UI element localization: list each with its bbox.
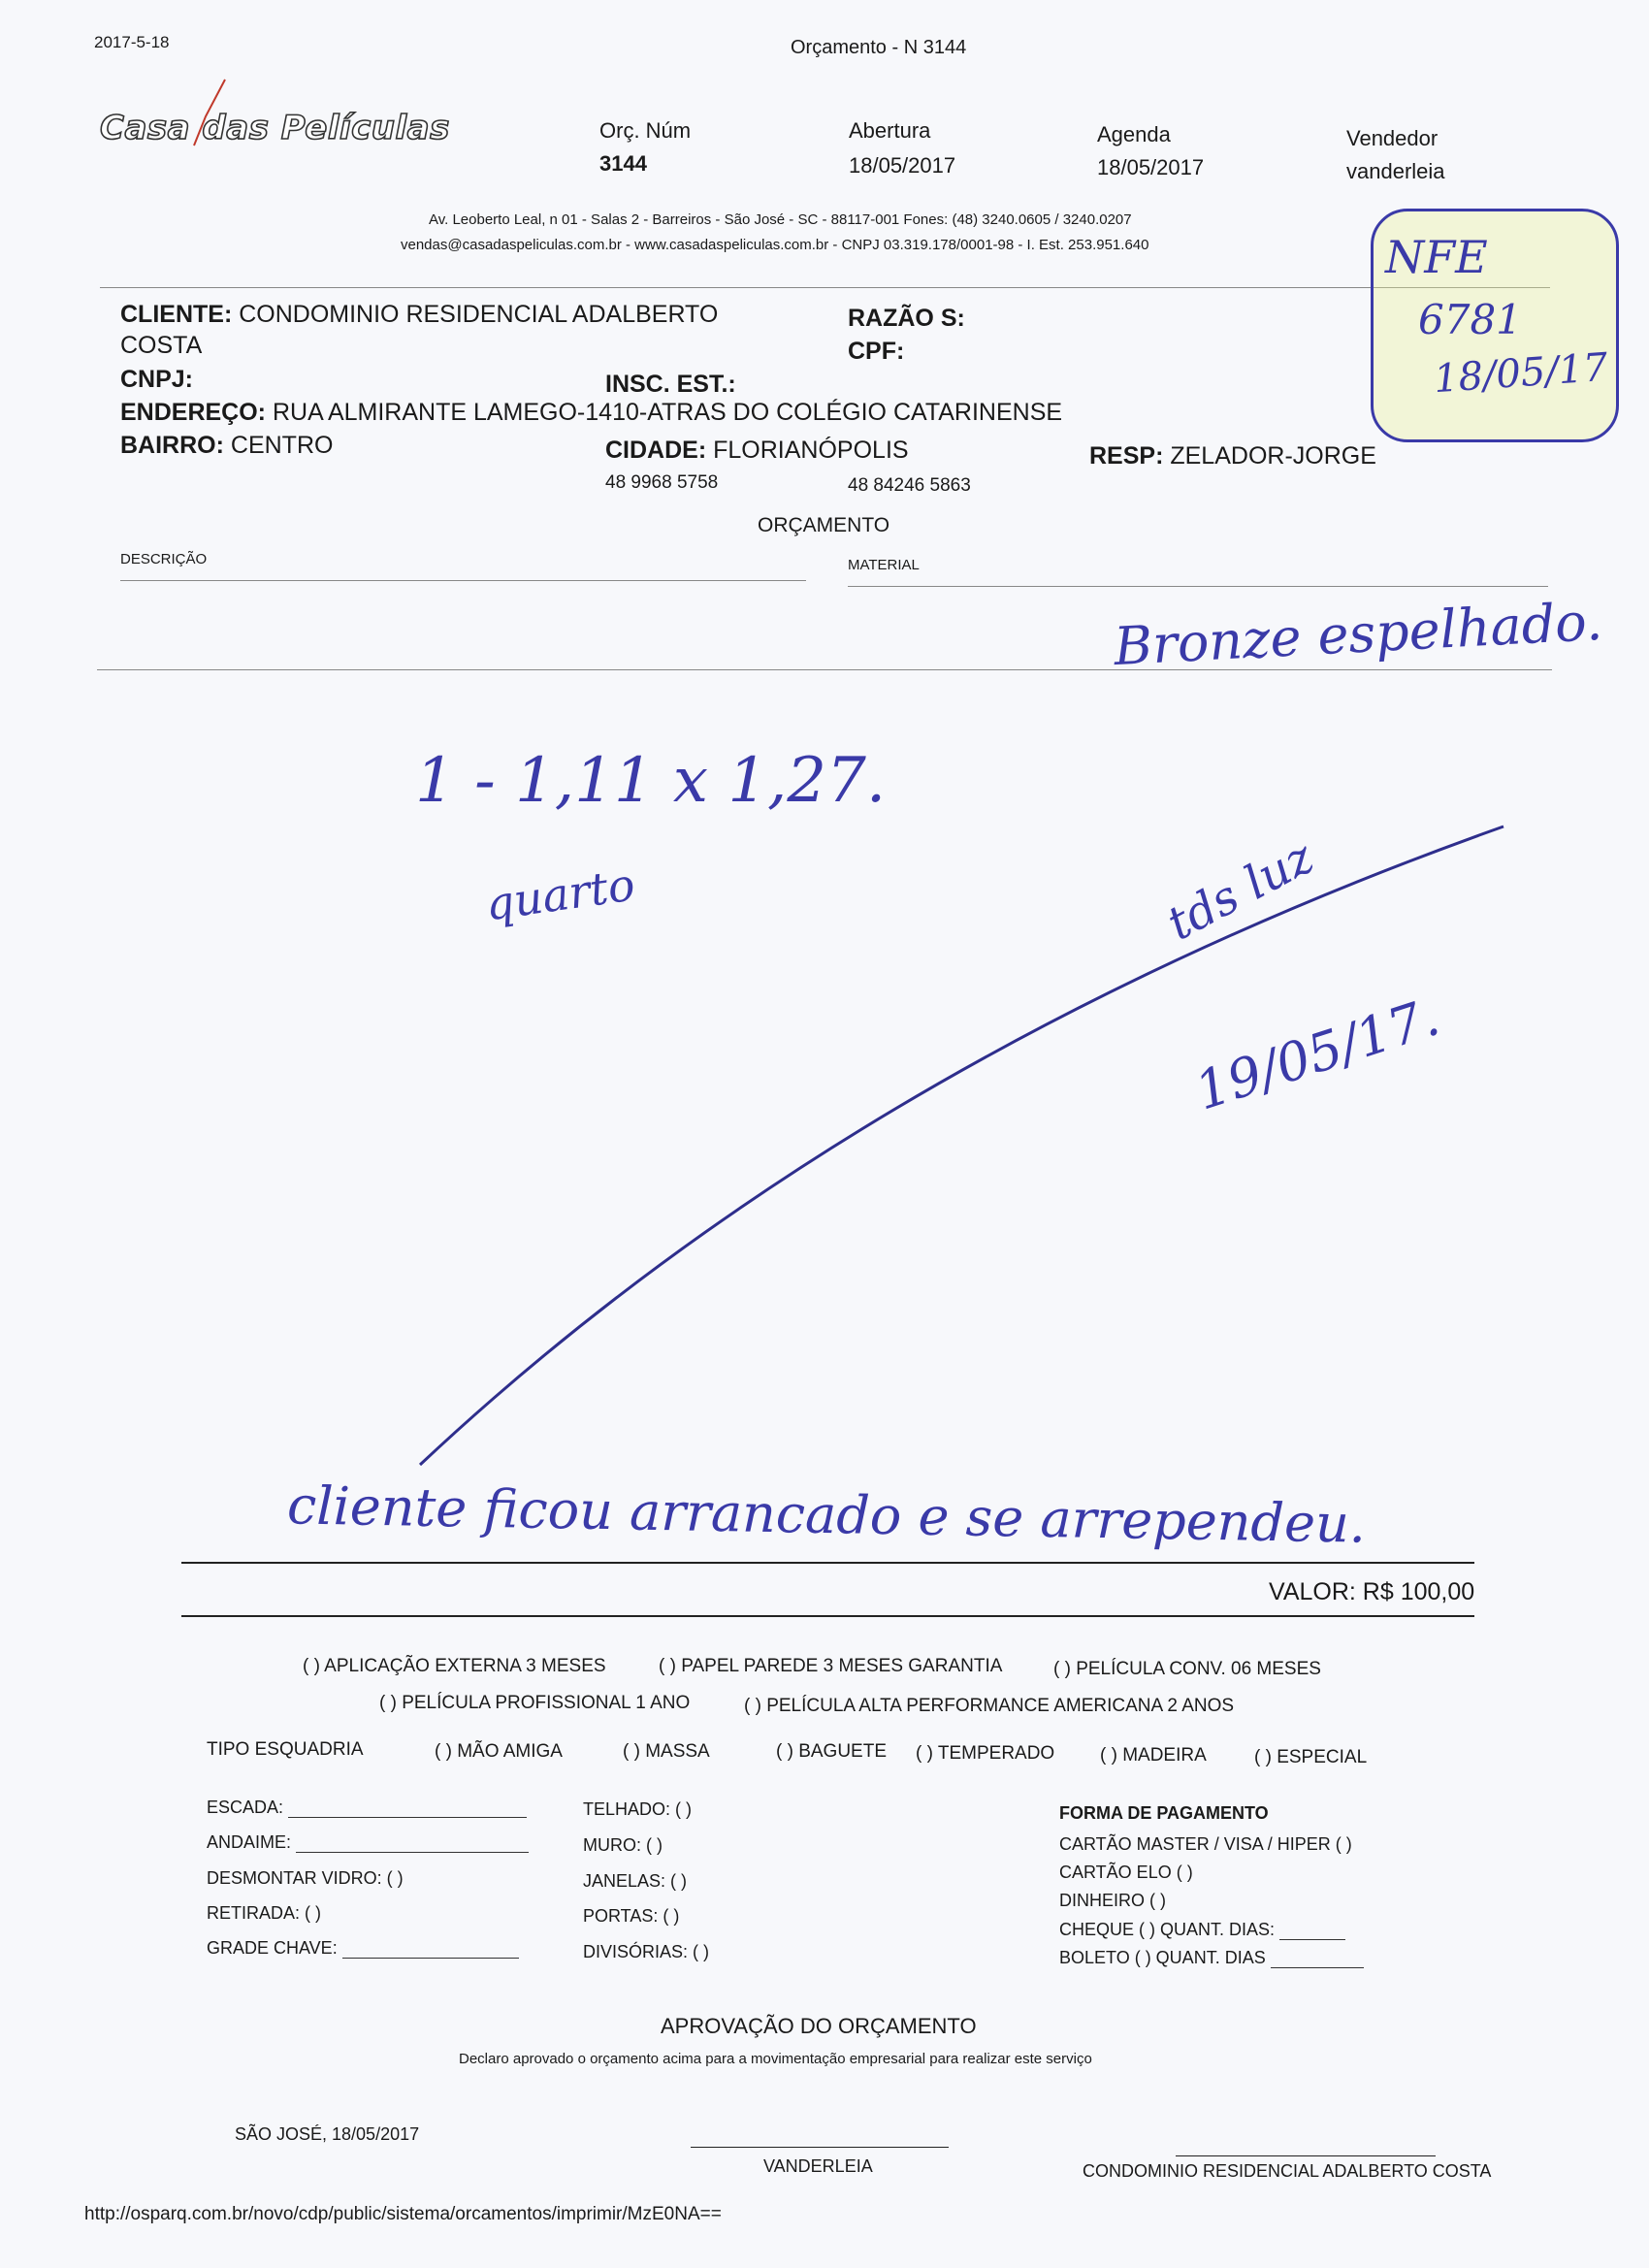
tipo-especial[interactable]: ( ) ESPECIAL — [1254, 1747, 1368, 1767]
cliente-label: CLIENTE: — [120, 301, 233, 328]
print-date: 2017-5-18 — [94, 33, 170, 51]
extra-muro[interactable]: MURO: ( ) — [583, 1835, 663, 1855]
extra-escada-blank[interactable] — [288, 1817, 527, 1818]
valor-bottom-rule — [181, 1615, 1474, 1617]
extra-grade-chave-label: GRADE CHAVE: — [207, 1938, 338, 1958]
razao-label: RAZÃO S: — [848, 305, 965, 332]
company-address: Av. Leoberto Leal, n 01 - Salas 2 - Barreiros - São José - SC - 88117-001 Fones: (48) 3240.0605 / 3240.0207 — [429, 211, 1132, 228]
signature-line-2 — [1176, 2155, 1436, 2156]
orcamento-rule — [97, 669, 1552, 670]
extra-telhado[interactable]: TELHADO: ( ) — [583, 1799, 693, 1819]
bairro-value: CENTRO — [230, 432, 334, 459]
payment-cheque-label[interactable]: CHEQUE ( ) QUANT. DIAS: — [1059, 1920, 1276, 1939]
resp-label: RESP: — [1089, 442, 1164, 470]
valor-label: VALOR: R$ — [1269, 1578, 1394, 1605]
extra-andaime-label: ANDAIME: — [207, 1832, 292, 1852]
orc-num-label: Orç. Núm — [599, 118, 692, 143]
phone-2: 48 84246 5863 — [848, 475, 971, 496]
cliente-value-cont: COSTA — [120, 332, 203, 359]
extra-grade-chave-blank[interactable] — [342, 1958, 519, 1959]
signature-line-1 — [691, 2147, 949, 2148]
option-pelicula-alta-performance[interactable]: ( ) PELÍCULA ALTA PERFORMANCE AMERICANA 2 ANOS — [744, 1696, 1235, 1716]
payment-cartao-master[interactable]: CARTÃO MASTER / VISA / HIPER ( ) — [1059, 1834, 1352, 1854]
extra-janelas[interactable]: JANELAS: ( ) — [583, 1871, 688, 1891]
cidade-value: FLORIANÓPOLIS — [713, 437, 909, 464]
cidade-label: CIDADE: — [605, 437, 707, 464]
approval-place-date: SÃO JOSÉ, 18/05/2017 — [235, 2124, 420, 2144]
abertura-value: 18/05/2017 — [849, 153, 956, 178]
vendedor-value: vanderleia — [1346, 159, 1445, 183]
endereco-field — [120, 399, 1062, 427]
tipo-temperado[interactable]: ( ) TEMPERADO — [916, 1743, 1055, 1764]
signature-client: CONDOMINIO RESIDENCIAL ADALBERTO COSTA — [1083, 2161, 1492, 2181]
tipo-massa[interactable]: ( ) MASSA — [623, 1741, 710, 1762]
resp-field — [1089, 442, 1376, 470]
agenda-value: 18/05/2017 — [1097, 155, 1205, 179]
handwritten-date: 19/05/17. — [1187, 986, 1447, 1122]
option-papel-parede[interactable]: ( ) PAPEL PAREDE 3 MESES GARANTIA — [659, 1656, 1003, 1676]
doc-title: Orçamento - N 3144 — [791, 37, 967, 58]
endereco-value: RUA ALMIRANTE LAMEGO-1410-ATRAS DO COLÉGIO CATARINENSE — [272, 399, 1063, 426]
bairro-label: BAIRRO: — [120, 432, 224, 459]
nfe-stamp-line3: 18/05/17 — [1432, 344, 1610, 403]
orc-num-value: 3144 — [599, 151, 647, 176]
footer-url[interactable]: http://osparq.com.br/novo/cdp/public/sistema/orcamentos/imprimir/MzE0NA== — [84, 2204, 722, 2224]
agenda-label: Agenda — [1097, 122, 1171, 146]
bairro-field — [120, 432, 333, 460]
approval-title: APROVAÇÃO DO ORÇAMENTO — [661, 2014, 977, 2038]
payment-boleto — [1059, 1948, 1364, 1968]
vendedor-label: Vendedor — [1346, 126, 1439, 150]
valor-top-rule — [181, 1562, 1474, 1564]
tipo-madeira[interactable]: ( ) MADEIRA — [1100, 1745, 1207, 1766]
nfe-stamp-line2: 6781 — [1418, 296, 1522, 343]
option-pelicula-conv[interactable]: ( ) PELÍCULA CONV. 06 MESES — [1053, 1659, 1321, 1679]
company-contacts: vendas@casadaspeliculas.com.br - www.casadaspeliculas.com.br - CNPJ 03.319.178/0001-98 - I. Est. 253.951.640 — [401, 237, 1149, 253]
approval-text: Declaro aprovado o orçamento acima para a movimentação empresarial para realizar este serviço — [459, 2051, 1092, 2067]
descricao-label: DESCRIÇÃO — [120, 551, 208, 567]
resp-value: ZELADOR-JORGE — [1170, 442, 1376, 470]
abertura-label: Abertura — [849, 118, 931, 143]
phone-1: 48 9968 5758 — [605, 472, 719, 493]
extra-divisorias[interactable]: DIVISÓRIAS: ( ) — [583, 1942, 710, 1961]
tipo-baguete[interactable]: ( ) BAGUETE — [776, 1741, 888, 1762]
extra-retirada[interactable]: RETIRADA: ( ) — [207, 1903, 322, 1923]
signature-vendor: VANDERLEIA — [763, 2156, 873, 2176]
descricao-rule — [120, 580, 806, 581]
cidade-field — [605, 437, 909, 465]
cliente-value: CONDOMINIO RESIDENCIAL ADALBERTO — [239, 301, 719, 328]
valor-value: 100,00 — [1400, 1578, 1475, 1605]
header-divider — [100, 287, 1550, 288]
tipo-esquadria-label: TIPO ESQUADRIA — [207, 1739, 364, 1760]
material-rule — [848, 586, 1548, 587]
company-logo: Casa das Películas — [100, 109, 450, 147]
handwritten-room: quarto — [481, 858, 638, 931]
extra-portas[interactable]: PORTAS: ( ) — [583, 1906, 680, 1926]
extra-desmontar-vidro[interactable]: DESMONTAR VIDRO: ( ) — [207, 1868, 404, 1888]
extra-andaime-blank[interactable] — [296, 1852, 529, 1853]
insc-label: INSC. EST.: — [605, 371, 736, 398]
payment-cheque — [1059, 1920, 1345, 1940]
option-aplicacao-externa[interactable]: ( ) APLICAÇÃO EXTERNA 3 MESES — [303, 1656, 606, 1676]
extra-escada — [207, 1798, 527, 1818]
cnpj-label: CNPJ: — [120, 366, 194, 393]
payment-dinheiro[interactable]: DINHEIRO ( ) — [1059, 1891, 1166, 1910]
extra-grade-chave — [207, 1938, 519, 1959]
cpf-label: CPF: — [848, 338, 905, 365]
handwritten-note: tds luz — [1158, 829, 1323, 952]
extra-escada-label: ESCADA: — [207, 1798, 284, 1817]
extra-andaime — [207, 1832, 529, 1853]
option-pelicula-profissional[interactable]: ( ) PELÍCULA PROFISSIONAL 1 ANO — [379, 1693, 691, 1713]
orcamento-title: ORÇAMENTO — [758, 514, 890, 536]
payment-cartao-elo[interactable]: CARTÃO ELO ( ) — [1059, 1863, 1193, 1882]
payment-boleto-label[interactable]: BOLETO ( ) QUANT. DIAS — [1059, 1948, 1266, 1967]
tipo-mao-amiga[interactable]: ( ) MÃO AMIGA — [435, 1741, 563, 1762]
nfe-stamp-line1: NFE — [1385, 231, 1488, 283]
cliente-field — [120, 301, 718, 329]
endereco-label: ENDEREÇO: — [120, 399, 267, 426]
payment-title: FORMA DE PAGAMENTO — [1059, 1803, 1269, 1823]
handwritten-material: Bronze espelhado. — [1112, 590, 1604, 678]
valor-field — [1269, 1578, 1474, 1606]
handwritten-measure: 1 - 1,11 x 1,27. — [415, 745, 887, 817]
handwritten-bottom-note: cliente ficou arrancado e se arrependeu. — [286, 1474, 1367, 1555]
payment-boleto-days-blank[interactable] — [1271, 1967, 1364, 1968]
material-label: MATERIAL — [848, 557, 920, 573]
payment-cheque-days-blank[interactable] — [1279, 1939, 1345, 1940]
